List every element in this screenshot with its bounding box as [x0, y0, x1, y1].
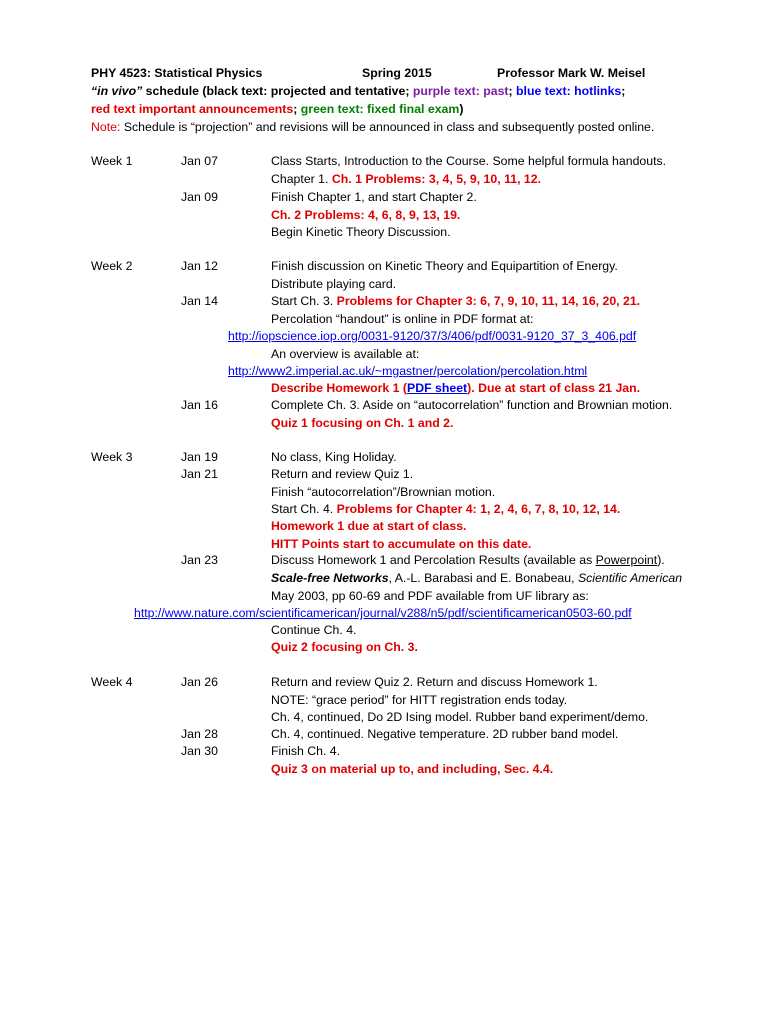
schedule-row: [0, 483, 768, 501]
legend-green: green text: fixed final exam: [300, 102, 460, 116]
note-text: Schedule is “projection” and revisions will be announced in class and subsequently posted online.: [120, 120, 655, 134]
row-text: Continue Ch. 4.: [271, 623, 357, 637]
legend-sep: ;: [293, 102, 301, 116]
date-label: Jan 19: [181, 450, 218, 464]
article-title: Scale-free Networks: [271, 571, 389, 585]
legend-purple: purple text: past: [412, 84, 509, 98]
professor: Professor Mark W. Meisel: [497, 66, 646, 80]
schedule-row: [0, 223, 768, 241]
row-text: Ch. 4, continued. Negative temperature. 2D rubber band model.: [271, 727, 619, 741]
row-text: [271, 170, 541, 188]
legend-schedule: schedule (black text: projected and tentative;: [142, 84, 413, 98]
row-text: An overview is available at:: [271, 347, 420, 361]
schedule-row: [0, 725, 768, 743]
row-text-part: Discuss Homework 1 and Percolation Results (available as: [271, 553, 596, 567]
homework-due-text: Homework 1 due at start of class.: [271, 519, 467, 533]
schedule-row: [0, 414, 768, 432]
schedule-row: [0, 638, 768, 656]
schedule-row: [0, 275, 768, 293]
legend-2: [91, 100, 463, 118]
schedule-row: [0, 742, 768, 760]
week-label: Week 3: [91, 450, 133, 464]
legend: [91, 82, 625, 100]
schedule-row: [0, 551, 768, 569]
journal-name: Scientific American: [577, 571, 683, 585]
row-text: Complete Ch. 3. Aside on “autocorrelation” function and Brownian motion.: [271, 398, 673, 412]
homework-text-part: ). Due at start of class 21 Jan.: [467, 381, 641, 395]
row-text: May 2003, pp 60-69 and PDF available from UF library as:: [271, 589, 589, 603]
schedule-row: [0, 310, 768, 328]
row-text: Begin Kinetic Theory Discussion.: [271, 225, 451, 239]
row-text: Finish Chapter 1, and start Chapter 2.: [271, 190, 477, 204]
scientific-american-link[interactable]: http://www.nature.com/scientificamerican/journal/v288/n5/pdf/scientificamerican0503-60.pdf: [134, 606, 632, 620]
schedule-row: [0, 396, 768, 414]
legend-close: ): [459, 102, 464, 116]
row-text-part: Start Ch. 4.: [271, 502, 337, 516]
schedule-row: [0, 465, 768, 483]
schedule-row: [0, 327, 768, 345]
term: Spring 2015: [362, 66, 432, 80]
date-label: Jan 23: [181, 553, 218, 567]
problems-text: Problems for Chapter 3: 6, 7, 9, 10, 11, 14, 16, 20, 21.: [336, 294, 641, 308]
schedule-row: [0, 673, 768, 691]
row-text-part: , A.-L. Barabasi and E. Bonabeau,: [388, 571, 578, 585]
schedule-row: [0, 206, 768, 224]
schedule-row: [0, 621, 768, 639]
legend-sep: ;: [621, 84, 626, 98]
schedule-row: [0, 188, 768, 206]
schedule-row: [0, 152, 768, 170]
row-text-part: ).: [657, 553, 665, 567]
header-line: [0, 64, 768, 82]
row-text: [271, 292, 640, 310]
week-label: Week 2: [91, 259, 133, 273]
legend-line: [0, 82, 768, 100]
schedule-row: [0, 569, 768, 587]
row-text: [271, 551, 665, 569]
schedule-row: [0, 362, 768, 380]
schedule-row: [0, 345, 768, 363]
problems-text: Ch. 2 Problems: 4, 6, 8, 9, 13, 19.: [271, 208, 461, 222]
row-text: Percolation “handout” is online in PDF format at:: [271, 312, 534, 326]
schedule-row: [0, 587, 768, 605]
schedule-row: [0, 604, 768, 622]
date-label: Jan 12: [181, 259, 218, 273]
schedule-row: [0, 708, 768, 726]
percolation-pdf-link[interactable]: http://iopscience.iop.org/0031-9120/37/3/406/pdf/0031-9120_37_3_406.pdf: [228, 329, 637, 343]
row-text: Distribute playing card.: [271, 277, 397, 291]
schedule-row: [0, 448, 768, 466]
date-label: Jan 09: [181, 190, 218, 204]
row-text: [271, 569, 682, 587]
date-label: Jan 14: [181, 294, 218, 308]
row-text: Finish “autocorrelation”/Brownian motion.: [271, 485, 496, 499]
date-label: Jan 07: [181, 154, 218, 168]
row-text-part: Start Ch. 3.: [271, 294, 337, 308]
note: [91, 118, 654, 136]
schedule-row: [0, 691, 768, 709]
schedule-row: [0, 170, 768, 188]
legend-sep: ;: [508, 84, 517, 98]
quiz-text: Quiz 3 on material up to, and including, Sec. 4.4.: [271, 762, 554, 776]
row-text: Finish discussion on Kinetic Theory and Equipartition of Energy.: [271, 259, 618, 273]
hitt-text: HITT Points start to accumulate on this date.: [271, 537, 532, 551]
course-title: PHY 4523: Statistical Physics: [91, 66, 263, 80]
problems-text: Ch. 1 Problems: 3, 4, 5, 9, 10, 11, 12.: [331, 172, 541, 186]
row-text: Return and review Quiz 1.: [271, 467, 414, 481]
schedule-row: [0, 292, 768, 310]
date-label: Jan 26: [181, 675, 218, 689]
homework-text-part: Describe Homework 1 (: [271, 381, 407, 395]
schedule-row: [0, 257, 768, 275]
legend-line-2: [0, 100, 768, 118]
row-text: NOTE: “grace period” for HITT registration ends today.: [271, 693, 568, 707]
date-label: Jan 30: [181, 744, 218, 758]
schedule-row: [0, 517, 768, 535]
pdf-sheet-link[interactable]: PDF sheet: [407, 381, 468, 395]
row-text-part: Chapter 1.: [271, 172, 332, 186]
legend-blue: blue text: hotlinks: [516, 84, 622, 98]
row-text: No class, King Holiday.: [271, 450, 397, 464]
date-label: Jan 16: [181, 398, 218, 412]
schedule-row: [0, 760, 768, 778]
schedule-row: [0, 500, 768, 518]
row-text: Finish Ch. 4.: [271, 744, 341, 758]
schedule-row: [0, 379, 768, 397]
row-text: Ch. 4, continued, Do 2D Ising model. Rubber band experiment/demo.: [271, 710, 649, 724]
note-line: [0, 118, 768, 136]
date-label: Jan 21: [181, 467, 218, 481]
quiz-text: Quiz 1 focusing on Ch. 1 and 2.: [271, 416, 454, 430]
date-label: Jan 28: [181, 727, 218, 741]
row-text: Return and review Quiz 2. Return and discuss Homework 1.: [271, 675, 598, 689]
row-text: [271, 500, 620, 518]
week-label: Week 4: [91, 675, 133, 689]
powerpoint-link[interactable]: Powerpoint: [595, 553, 658, 567]
note-label: Note:: [91, 120, 121, 134]
week-label: Week 1: [91, 154, 133, 168]
problems-text: Problems for Chapter 4: 1, 2, 4, 6, 7, 8, 10, 12, 14.: [336, 502, 621, 516]
legend-invivo: “in vivo”: [91, 84, 143, 98]
legend-red: red text important announcements: [91, 102, 294, 116]
row-text: Class Starts, Introduction to the Course. Some helpful formula handouts.: [271, 154, 667, 168]
percolation-overview-link[interactable]: http://www2.imperial.ac.uk/~mgastner/percolation/percolation.html: [228, 364, 588, 378]
quiz-text: Quiz 2 focusing on Ch. 3.: [271, 640, 418, 654]
homework-text: [271, 379, 640, 397]
